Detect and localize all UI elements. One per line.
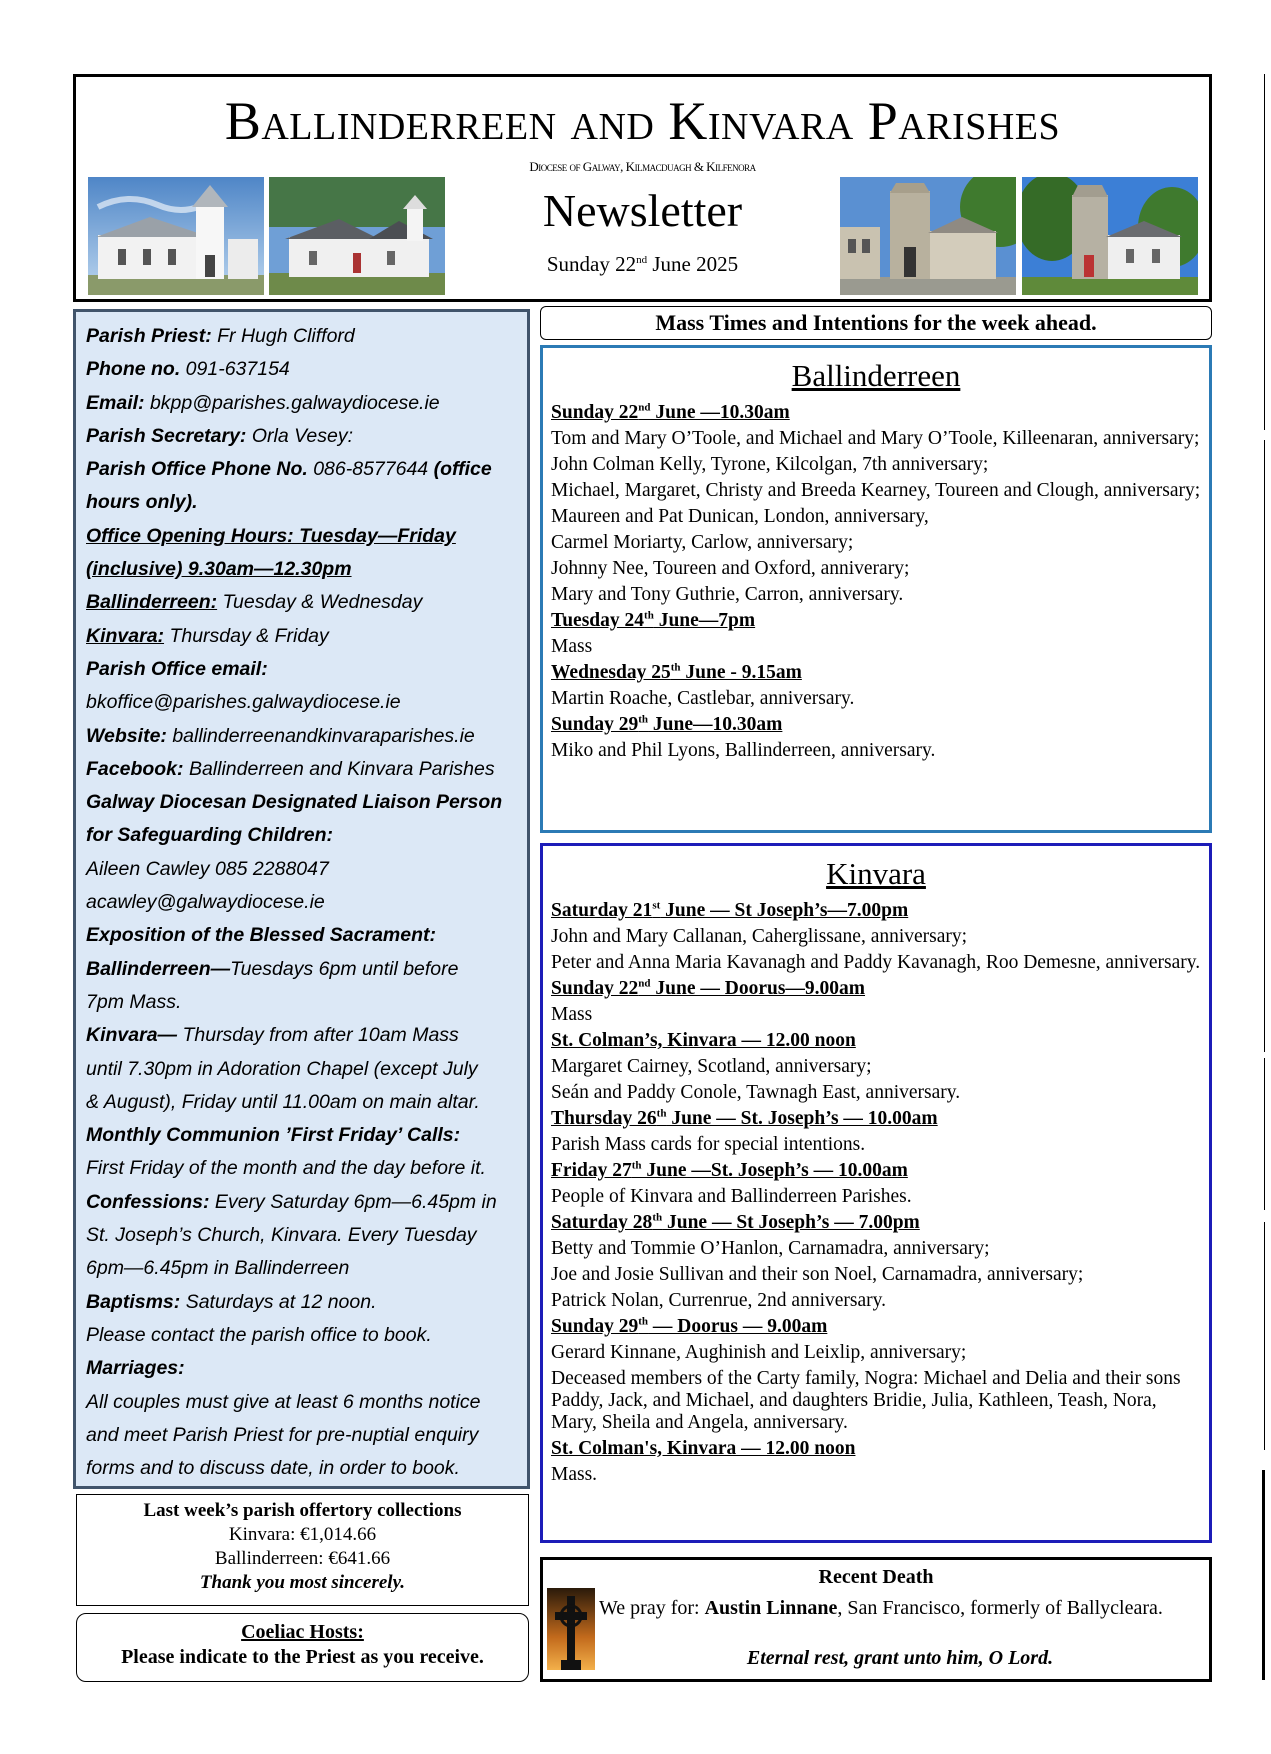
info-text: bkoffice@parishes.galwaydiocese.ie	[86, 691, 401, 714]
mass-intention	[551, 532, 1201, 554]
mass-intention	[551, 952, 1201, 974]
entry-text: June — St. Joseph’s — 10.00am	[666, 1108, 938, 1129]
entry-text: Sunday 22	[551, 978, 639, 999]
info-text: Marriages:	[86, 1357, 185, 1380]
page-title: Ballinderreen and Kinvara Parishes	[224, 91, 1061, 151]
mass-time-heading	[551, 1212, 1201, 1234]
info-line	[86, 353, 527, 386]
info-line	[86, 1352, 527, 1385]
kinvara-entries	[551, 900, 1201, 1486]
info-line	[86, 1452, 527, 1485]
info-line	[86, 686, 527, 719]
ballinderreen-mass-box	[540, 345, 1212, 833]
info-text: Office Opening Hours: Tuesday—Friday	[86, 524, 456, 547]
entry-text: th	[638, 1315, 649, 1328]
mass-intention	[551, 584, 1201, 606]
entry-text: St. Colman’s, Kinvara — 12.00 noon	[551, 1030, 856, 1051]
entry-text: June — Doorus—9.00am	[650, 978, 866, 999]
entry-text: Parish Mass cards for special intentions.	[551, 1134, 866, 1155]
entry-text: Sunday 29	[551, 714, 639, 735]
entry-text: nd	[638, 977, 651, 990]
info-text: Parish Secretary:	[86, 424, 252, 447]
entry-text: John Colman Kelly, Tyrone, Kilcolgan, 7th anniversary;	[551, 454, 989, 475]
entry-text: Sunday 22	[551, 402, 639, 423]
info-text: ballinderreenandkinvaraparishes.ie	[172, 724, 475, 747]
mass-intention	[551, 1290, 1201, 1312]
entry-text: June - 9.15am	[680, 662, 802, 683]
mass-intention	[551, 740, 1201, 762]
info-text: Confessions:	[86, 1190, 210, 1213]
entry-text: Joe and Josie Sullivan and their son Noel, Carnamadra, anniversary;	[551, 1264, 1084, 1285]
mass-intention	[551, 480, 1201, 502]
entry-text: Mass	[551, 636, 593, 657]
mass-time-heading	[551, 714, 1201, 736]
info-text: Every Saturday 6pm—6.45pm in	[209, 1190, 497, 1213]
info-text: Thursday from after 10am Mass	[177, 1024, 459, 1047]
info-line	[86, 486, 527, 519]
info-line	[86, 986, 527, 1019]
mass-intention	[551, 1186, 1201, 1208]
mass-intention	[551, 428, 1201, 450]
entry-text: John and Mary Callanan, Caherglissane, anniversary;	[551, 926, 968, 947]
info-line	[86, 1119, 527, 1152]
info-text: Ballinderreen:	[86, 591, 218, 614]
mass-intention	[551, 1464, 1201, 1486]
entry-text: th	[631, 1159, 642, 1172]
info-text: Facebook:	[86, 757, 189, 780]
info-line	[86, 1152, 527, 1185]
recent-death-title: Recent Death	[818, 1566, 934, 1588]
info-line	[86, 586, 527, 619]
info-text: Thursday & Friday	[164, 624, 329, 647]
mass-time-heading	[551, 978, 1201, 1000]
info-text: All couples must give at least 6 months notice	[86, 1390, 481, 1413]
mass-intention	[551, 1134, 1201, 1156]
info-text: Aileen Cawley 085 2288047	[86, 857, 329, 880]
mass-intention	[551, 506, 1201, 528]
info-line	[86, 387, 527, 420]
entry-text: Johnny Nee, Toureen and Oxford, anniverary;	[551, 558, 910, 579]
entry-text: nd	[638, 401, 651, 414]
info-line	[86, 953, 527, 986]
info-line	[86, 1419, 527, 1452]
info-line	[86, 819, 527, 852]
info-line	[86, 1386, 527, 1419]
mass-time-heading	[551, 402, 1201, 424]
mass-intention	[551, 1082, 1201, 1104]
entry-text: Seán and Paddy Conole, Tawnagh East, anniversary.	[551, 1082, 961, 1103]
mass-time-heading	[551, 1108, 1201, 1130]
mass-intention	[551, 1056, 1201, 1078]
entry-text: th	[652, 1211, 663, 1224]
entry-text: Friday 27	[551, 1160, 632, 1181]
entry-text: Tom and Mary O’Toole, and Michael and Mary O’Toole, Killeenaran, anniversary;	[551, 428, 1200, 449]
entry-text: Mary and Tony Guthrie, Carron, anniversary.	[551, 584, 904, 605]
offertory-ballinderreen: Ballinderreen: €641.66	[214, 1548, 391, 1569]
info-text: Galway Diocesan Designated Liaison Person	[86, 791, 503, 814]
mass-time-heading	[551, 1438, 1201, 1460]
entry-text: Peter and Anna Maria Kavanagh and Paddy Kavanagh, Roo Demesne, anniversary.	[551, 952, 1201, 973]
church-photo-1	[88, 177, 264, 295]
ballinderreen-entries	[551, 402, 1201, 762]
coeliac-text: Please indicate to the Priest as you receive.	[121, 1646, 484, 1668]
entry-text: Tuesday 24	[551, 610, 645, 631]
info-text: (office	[433, 458, 492, 481]
entry-text: Carmel Moriarty, Carlow, anniversary;	[551, 532, 854, 553]
info-text: Ballinderreen and Kinvara Parishes	[188, 757, 495, 780]
info-text: acawley@galwaydiocese.ie	[86, 891, 325, 914]
parish-info-box	[73, 309, 530, 1489]
entry-text: Patrick Nolan, Currenrue, 2nd anniversary.	[551, 1290, 887, 1311]
entry-text: Betty and Tommie O’Hanlon, Carnamadra, anniversary;	[551, 1238, 990, 1259]
church-photo-4	[1022, 177, 1198, 295]
offertory-box	[76, 1494, 529, 1606]
info-line	[86, 520, 527, 553]
info-text: 6pm—6.45pm in Ballinderreen	[86, 1257, 350, 1280]
coeliac-box	[76, 1613, 529, 1682]
info-text: (inclusive) 9.30am—12.30pm	[86, 558, 352, 581]
info-text: 7pm Mass.	[86, 990, 182, 1013]
info-line	[86, 786, 527, 819]
mass-intention	[551, 558, 1201, 580]
entry-text: Margaret Cairney, Scotland, anniversary;	[551, 1056, 872, 1077]
newsletter-date: Sunday 22nd June 2025	[546, 252, 739, 276]
entry-text: Mass	[551, 1004, 593, 1025]
next-page-fragment	[1264, 74, 1271, 430]
entry-text: Gerard Kinnane, Aughinish and Leixlip, anniversary;	[551, 1342, 967, 1363]
entry-text: Sunday 29	[551, 1316, 639, 1337]
info-text: Phone no.	[86, 358, 186, 381]
recent-death-prayer: Eternal rest, grant unto him, O Lord.	[746, 1647, 1054, 1669]
info-text: Ballinderreen—	[86, 957, 231, 980]
info-text: 091-637154	[185, 358, 290, 381]
info-text: Parish Office email:	[86, 657, 268, 680]
mass-times-heading: Mass Times and Intentions for the week ahead.	[540, 306, 1212, 340]
entry-text: th	[656, 1107, 667, 1120]
entry-text: Mass.	[551, 1464, 598, 1485]
next-page-fragment	[1264, 1222, 1271, 1450]
info-text: Orla Vesey:	[251, 424, 354, 447]
newsletter-header	[73, 74, 1212, 302]
entry-text: Maureen and Pat Dunican, London, anniversary,	[551, 506, 929, 527]
mass-intention	[551, 688, 1201, 710]
next-page-fragment	[1264, 1058, 1271, 1210]
entry-text: Michael, Margaret, Christy and Breeda Kearney, Toureen and Clough, anniversary;	[551, 480, 1201, 501]
entry-text: June —St. Joseph’s — 10.00am	[641, 1160, 908, 1181]
info-text: Tuesday & Wednesday	[217, 591, 423, 614]
info-text: hours only).	[86, 491, 198, 514]
mass-intention	[551, 1238, 1201, 1260]
info-line	[86, 453, 527, 486]
ballinderreen-title: Ballinderreen	[791, 358, 961, 393]
info-line	[86, 420, 527, 453]
info-line	[86, 320, 527, 353]
entry-text: st	[652, 899, 661, 912]
entry-text: th	[670, 661, 681, 674]
entry-text: Deceased members of the Carty family, Nogra: Michael and Delia and their sons Paddy, Jack, and Michael, and daughters Bridie, Julia, Kathleen, Teash, Nora, Mary, Sheila and Angela, anniversary.	[551, 1368, 1181, 1433]
entry-text: June — St Joseph’s — 7.00pm	[662, 1212, 920, 1233]
info-line	[86, 1319, 527, 1352]
recent-death-text: We pray for: Austin Linnane, San Francisco, formerly of Ballycleara.	[599, 1597, 1163, 1619]
info-text: and meet Parish Priest for pre-nuptial enquiry	[86, 1423, 479, 1446]
info-text: Saturdays at 12 noon.	[185, 1290, 377, 1313]
entry-text: Saturday 21	[551, 900, 653, 921]
entry-text: Saturday 28	[551, 1212, 653, 1233]
info-line	[86, 720, 527, 753]
entry-text: th	[638, 713, 649, 726]
mass-time-heading	[551, 900, 1201, 922]
entry-text: June—7pm	[653, 610, 756, 631]
info-text: for Safeguarding Children:	[86, 824, 334, 847]
info-text: & August), Friday until 11.00am on main altar.	[86, 1090, 480, 1113]
kinvara-title: Kinvara	[826, 856, 926, 891]
info-line	[86, 1019, 527, 1052]
info-line	[86, 1053, 527, 1086]
info-line	[86, 1086, 527, 1119]
mass-time-heading	[551, 610, 1201, 632]
info-line	[86, 553, 527, 586]
info-text: Kinvara:	[86, 624, 165, 647]
next-page-fragment	[1262, 1470, 1271, 1680]
info-line	[86, 1286, 527, 1319]
info-text: Exposition of the Blessed Sacrament:	[86, 924, 437, 947]
diocese-subtitle: Diocese of Galway, Kilmacduagh & Kilfenora	[529, 159, 756, 174]
info-text: Parish Priest:	[86, 325, 218, 347]
entry-text: — Doorus — 9.00am	[648, 1316, 828, 1337]
info-text: bkpp@parishes.galwaydiocese.ie	[149, 391, 440, 414]
church-photo-2	[269, 177, 445, 295]
info-text: First Friday of the month and the day before it.	[86, 1157, 486, 1180]
info-line	[86, 1252, 527, 1285]
info-text: Tuesdays 6pm until before	[230, 957, 459, 980]
info-text: forms and to discuss date, in order to book.	[86, 1457, 460, 1480]
info-line	[86, 653, 527, 686]
next-page-fragment	[1264, 440, 1271, 1052]
church-photo-3	[840, 177, 1016, 295]
info-text: St. Joseph’s Church, Kinvara. Every Tuesday	[86, 1224, 477, 1247]
entry-text: th	[644, 609, 654, 622]
entry-text: Thursday 26	[551, 1108, 657, 1129]
celtic-cross-icon	[547, 1588, 595, 1670]
info-text: Kinvara—	[86, 1024, 178, 1047]
info-line	[86, 620, 527, 653]
info-text: Baptisms:	[86, 1290, 186, 1313]
entry-text: Martin Roache, Castlebar, anniversary.	[551, 688, 855, 709]
mass-time-heading	[551, 1030, 1201, 1052]
mass-time-heading	[551, 1316, 1201, 1338]
entry-text: People of Kinvara and Ballinderreen Parishes.	[551, 1186, 912, 1207]
info-line	[86, 1219, 527, 1252]
info-text: until 7.30pm in Adoration Chapel (except July	[86, 1057, 478, 1080]
newsletter-heading: Newsletter	[542, 185, 743, 236]
mass-time-heading	[551, 662, 1201, 684]
mass-intention	[551, 1368, 1201, 1434]
coeliac-title: Coeliac Hosts:	[241, 1621, 364, 1643]
info-text: 086-8577644	[313, 458, 434, 481]
entry-text: St. Colman's, Kinvara — 12.00 noon	[551, 1438, 856, 1459]
info-text: Email:	[86, 391, 150, 414]
mass-intention	[551, 1342, 1201, 1364]
mass-intention	[551, 1004, 1201, 1026]
entry-text: Wednesday 25	[551, 662, 671, 683]
info-line	[86, 886, 527, 919]
offertory-kinvara: Kinvara: €1,014.66	[228, 1524, 377, 1545]
info-line	[86, 853, 527, 886]
kinvara-mass-box	[540, 843, 1212, 1543]
info-line	[86, 1186, 527, 1219]
info-line	[86, 753, 527, 786]
offertory-thanks: Thank you most sincerely.	[199, 1572, 406, 1593]
entry-text: June—10.30am	[648, 714, 783, 735]
mass-intention	[551, 1264, 1201, 1286]
mass-intention	[551, 454, 1201, 476]
recent-death-box	[540, 1557, 1212, 1682]
info-text: Fr Hugh Clifford	[217, 325, 355, 347]
mass-intention	[551, 636, 1201, 658]
info-line	[86, 919, 527, 952]
info-text: Parish Office Phone No.	[86, 458, 314, 481]
entry-text: June —10.30am	[650, 402, 790, 423]
info-text: Monthly Communion ’First Friday’ Calls:	[86, 1124, 461, 1147]
mass-time-heading	[551, 1160, 1201, 1182]
offertory-title: Last week’s parish offertory collections	[143, 1500, 462, 1521]
entry-text: Miko and Phil Lyons, Ballinderreen, anniversary.	[551, 740, 936, 761]
mass-intention	[551, 926, 1201, 948]
info-text: Please contact the parish office to book.	[86, 1323, 432, 1346]
info-text: Website:	[86, 724, 173, 747]
entry-text: June — St Joseph’s—7.00pm	[660, 900, 909, 921]
